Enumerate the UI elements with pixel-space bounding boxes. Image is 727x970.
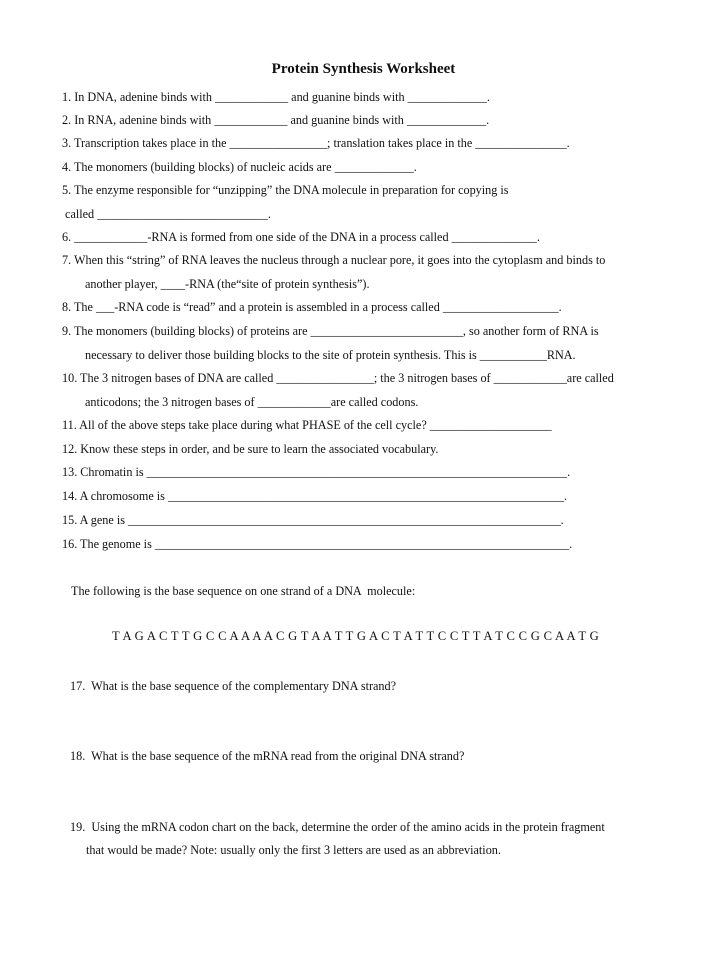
question-18: 18. What is the base sequence of the mRNA read from the original DNA strand? xyxy=(70,749,465,763)
question-4: 4. The monomers (building blocks) of nucleic acids are _____________. xyxy=(62,160,417,174)
question-15: 15. A gene is _______________________________________________________________________. xyxy=(62,513,564,527)
question-5-cont: called ____________________________. xyxy=(62,207,271,221)
question-5: 5. The enzyme responsible for “unzipping” the DNA molecule in preparation for copying is xyxy=(62,183,509,197)
question-2: 2. In RNA, adenine binds with ____________ and guanine binds with _____________. xyxy=(62,113,490,127)
question-7-cont: another player, ____-RNA (the“site of protein synthesis”). xyxy=(85,277,370,291)
question-10-cont: anticodons; the 3 nitrogen bases of ____________are called codons. xyxy=(85,395,419,409)
sequence-intro: The following is the base sequence on one strand of a DNA molecule: xyxy=(71,584,416,598)
dna-sequence: T A G A C T T G C C A A A A C G T A A T T G A C T A T T C C T T A T C C G C A A T G xyxy=(112,629,600,643)
question-14: 14. A chromosome is _________________________________________________________________. xyxy=(62,489,568,503)
question-19: 19. Using the mRNA codon chart on the back, determine the order of the amino acids in the protein fragment xyxy=(70,820,605,834)
question-10: 10. The 3 nitrogen bases of DNA are called ________________; the 3 nitrogen bases of ____________are called xyxy=(62,371,614,385)
worksheet-title: Protein Synthesis Worksheet xyxy=(271,61,456,77)
question-8: 8. The ___-RNA code is “read” and a protein is assembled in a process called ___________________. xyxy=(62,300,562,314)
question-17: 17. What is the base sequence of the complementary DNA strand? xyxy=(70,679,397,693)
question-12: 12. Know these steps in order, and be sure to learn the associated vocabulary. xyxy=(62,442,439,456)
question-1: 1. In DNA, adenine binds with ____________ and guanine binds with _____________. xyxy=(62,90,490,104)
question-16: 16. The genome is ____________________________________________________________________. xyxy=(62,537,573,551)
question-7: 7. When this “string” of RNA leaves the nucleus through a nuclear pore, it goes into the cytoplasm and binds to xyxy=(62,253,606,267)
question-13: 13. Chromatin is _____________________________________________________________________. xyxy=(62,465,571,479)
question-19-cont: that would be made? Note: usually only the first 3 letters are used as an abbreviation. xyxy=(86,843,501,857)
question-11: 11. All of the above steps take place during what PHASE of the cell cycle? ____________________ xyxy=(62,418,552,432)
question-9-cont: necessary to deliver those building blocks to the site of protein synthesis. This is ___________RNA. xyxy=(85,348,576,362)
question-3: 3. Transcription takes place in the ________________; translation takes place in the _______________. xyxy=(62,136,570,150)
question-6: 6. ____________-RNA is formed from one side of the DNA in a process called ______________. xyxy=(62,230,540,244)
question-9: 9. The monomers (building blocks) of proteins are _________________________, so another form of RNA is xyxy=(62,324,599,338)
